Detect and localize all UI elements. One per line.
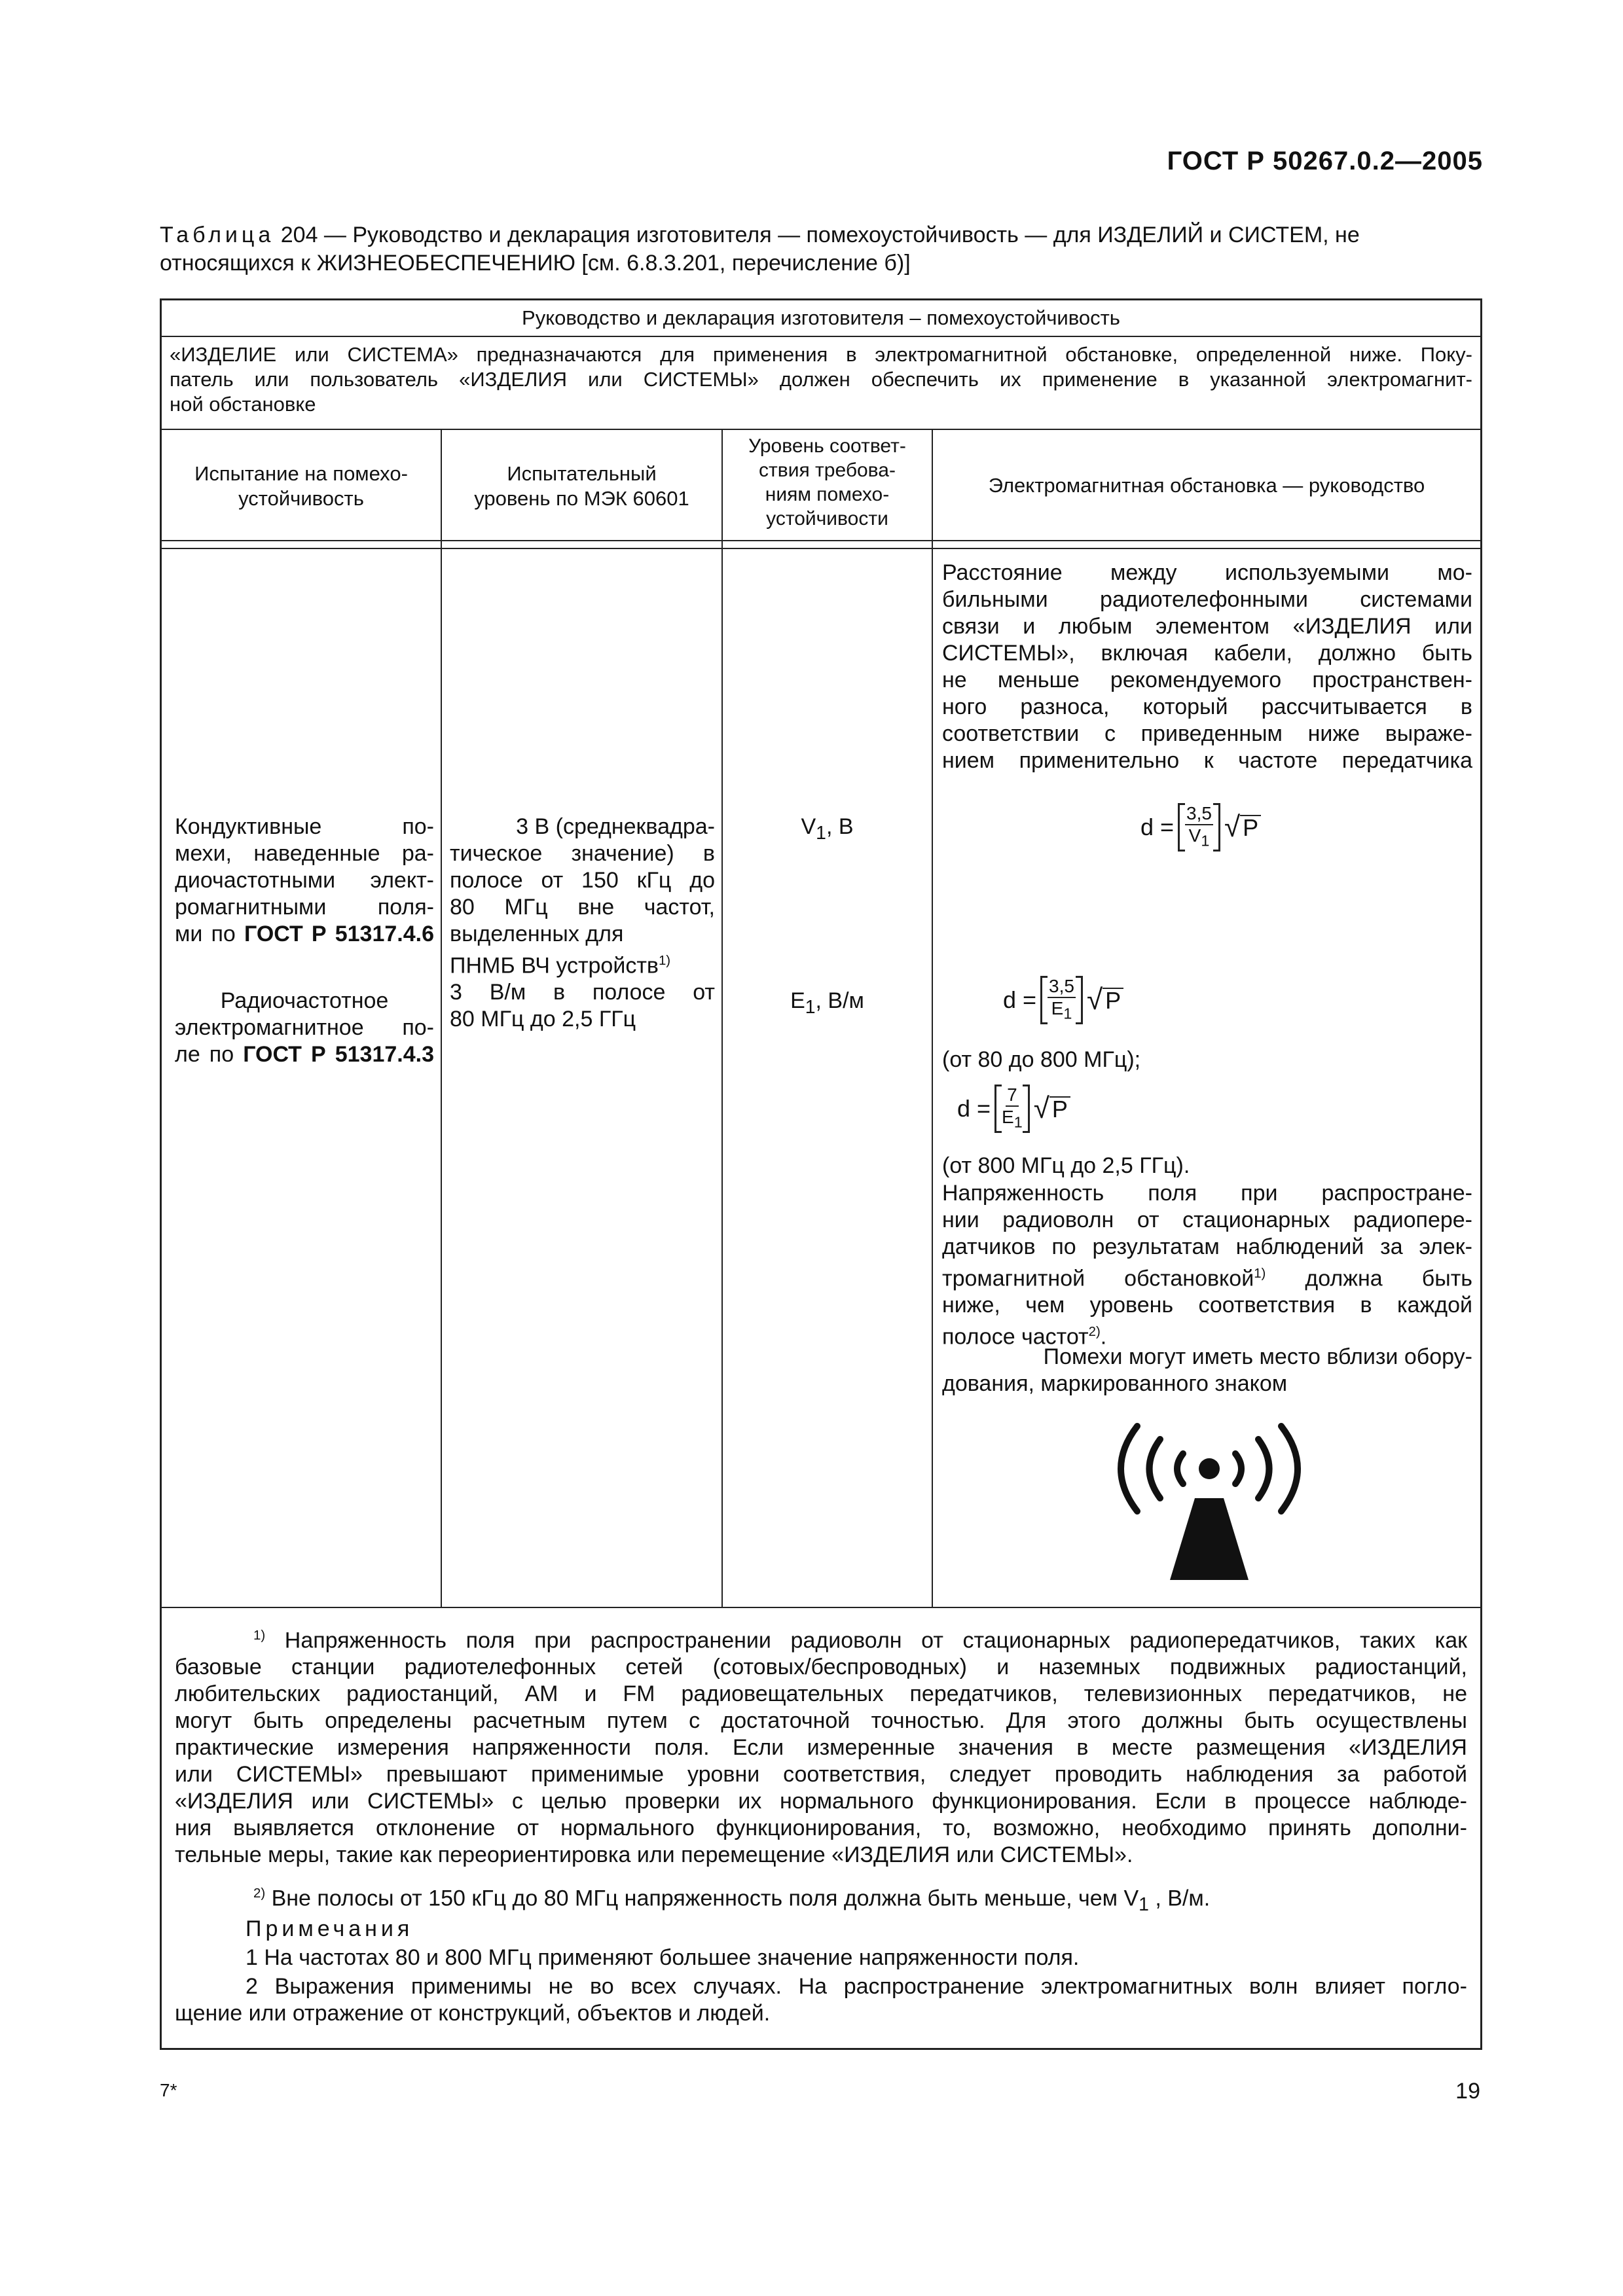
sqrt-sign: √ — [1224, 810, 1241, 843]
header-line: устойчивости — [766, 508, 888, 529]
text-fragment: тромагнитной обстановкой — [942, 1266, 1254, 1291]
intro-line: «ИЗДЕЛИЕ или СИСТЕМА» предназначаются для применения в электромагнитной обстановке, определенной ниже. Поку- — [170, 343, 1472, 366]
cell-line: бильными радиотелефонными системами — [942, 587, 1472, 612]
test-radiated — [175, 988, 434, 1068]
cell-line: мехи, наведенные ра- — [175, 841, 434, 866]
formula-sqrt — [1224, 810, 1261, 843]
text-fragment: ле по — [175, 1042, 244, 1067]
symbol: V — [1188, 825, 1201, 846]
unit: , В/м — [815, 988, 864, 1013]
subscript: 1 — [816, 822, 826, 844]
cell-line: любительских радиостанций, АМ и FM радиовещательных передатчиков, телевизионных передатчиков, не — [175, 1681, 1467, 1707]
cell-line: ния выявляется отклонение от нормального функционирования, то, возможно, необходимо принять дополни- — [175, 1816, 1467, 1841]
table-caption — [160, 221, 1482, 278]
cell-line: Напряженность поля при распростране- — [942, 1181, 1472, 1206]
cell-line: ниже, чем уровень соответствия в каждой — [942, 1293, 1472, 1318]
header-line: Электромагнитная обстановка — руководство — [988, 474, 1425, 497]
caption-prefix: Таблица — [160, 223, 275, 247]
footnote-mark: 1) — [253, 1628, 266, 1643]
cell-line — [175, 921, 434, 948]
header-line: уровень по МЭК 60601 — [474, 487, 689, 510]
column-header-test — [162, 461, 441, 511]
cell-line: 3 В/м в полосе от — [450, 980, 715, 1005]
intro-line: патель или пользователь «ИЗДЕЛИЯ или СИСТЕМЫ» должен обеспечить их применение в указанной электромагнит- — [170, 368, 1472, 391]
formula-bracket — [1040, 976, 1083, 1024]
col-divider — [441, 429, 442, 1607]
non-ionizing-radiation-icon — [1091, 1413, 1327, 1590]
header-line: Испытательный — [507, 462, 657, 485]
cell-line: ного разноса, который рассчитывается в — [942, 694, 1472, 719]
text-fragment: , В/м. — [1148, 1886, 1211, 1911]
cell-line: щение или отражение от конструкций, объектов и людей. — [175, 2001, 771, 2026]
sqrt-sign: √ — [1033, 1092, 1049, 1124]
formula-denominator — [1002, 1107, 1023, 1133]
formula-v1 — [1140, 803, 1261, 852]
subscript: 1 — [1201, 832, 1210, 850]
subscript: 1 — [1013, 1113, 1023, 1131]
row-divider — [162, 540, 1480, 541]
compliance-e1 — [723, 988, 932, 1021]
footnote-2 — [253, 1880, 1471, 1918]
cell-line: 2 Выражения применимы не во всех случаях. На распространение электромагнитных волн влияет погло- — [246, 1974, 1467, 1999]
header-line: устойчивость — [238, 487, 364, 510]
immunity-table — [160, 298, 1482, 2050]
notes-title: Примечания — [246, 1916, 414, 1941]
subscript: 1 — [805, 996, 816, 1018]
formula-bracket — [994, 1085, 1030, 1133]
footnote-1 — [175, 1623, 1467, 1869]
cell-line: тическое значение) в — [450, 841, 715, 866]
radicand: P — [1240, 815, 1261, 840]
text-fragment: ПНМБ ВЧ устройств — [450, 953, 659, 978]
cell-line: тельные меры, такие как переориентировка или перемещение «ИЗДЕЛИЯ или СИСТЕМЫ». — [175, 1842, 1133, 1868]
cell-line: выделенных для — [450, 922, 624, 946]
symbol: V — [801, 814, 816, 839]
cell-line — [450, 948, 715, 979]
text-fragment: ми по — [175, 922, 244, 946]
formula-e1-high — [957, 1085, 1070, 1133]
symbol: E — [1002, 1107, 1014, 1127]
footnote-mark: 2) — [253, 1886, 266, 1901]
cell-line: 80 МГц вне частот, — [450, 895, 715, 920]
cell-line — [942, 1261, 1472, 1292]
note-2 — [175, 1973, 1467, 2027]
cell-line: датчиков по результатам наблюдений за элек- — [942, 1234, 1472, 1259]
compliance-v1 — [723, 814, 932, 847]
row-divider — [162, 1607, 1480, 1608]
signature-mark: 7* — [160, 2080, 177, 2100]
cell-line: СИСТЕМЫ», включая кабели, должно быть — [942, 641, 1472, 666]
column-header-test-level — [442, 461, 721, 511]
text-fragment: Вне полосы от 150 кГц до 80 МГц напряженность поля должна быть меньше, чем V — [271, 1886, 1139, 1911]
cell-line — [175, 1041, 434, 1068]
row-divider — [162, 548, 1480, 549]
cell-line: соответствии с приведенным ниже выраже- — [942, 721, 1472, 746]
formula-range-low: (от 80 до 800 МГц); — [942, 1047, 1141, 1072]
cell-line — [175, 1623, 1467, 1654]
col-divider — [932, 429, 933, 1607]
column-header-compliance — [723, 434, 932, 531]
table-title: Руководство и декларация изготовителя – помехоустойчивость — [522, 306, 1120, 329]
column-header-guidance — [933, 473, 1480, 498]
cell-line: или СИСТЕМЫ» превышают применимые уровни соответствия, следует проводить наблюдения за работой — [175, 1762, 1467, 1787]
header-line: ниям помехо- — [765, 484, 890, 505]
table-intro — [170, 342, 1472, 417]
cell-line: Кондуктивные по- — [175, 814, 434, 839]
formula-lhs: d = — [957, 1094, 991, 1122]
formula-bracket — [1178, 803, 1220, 852]
subscript: 1 — [1139, 1894, 1149, 1916]
cell-line: связи и любым элементом «ИЗДЕЛИЯ или — [942, 614, 1472, 639]
cell-line: 3 В (среднеквадра- — [516, 814, 715, 839]
cell-line: дования, маркированного знаком — [942, 1371, 1288, 1396]
text-fragment: Напряженность поля при распространении радиоволн от стационарных радиопередатчиков, таких как — [284, 1628, 1468, 1653]
unit: , В — [826, 814, 854, 839]
row-divider — [162, 336, 1480, 337]
cell-line: «ИЗДЕЛИЯ или СИСТЕМЫ» с целью проверки их нормального функционирования. Если в процессе наблюде- — [175, 1789, 1467, 1814]
radicand: P — [1049, 1096, 1070, 1121]
guidance-para2 — [942, 1180, 1472, 1351]
cell-line: нии радиоволн от стационарных радиопере- — [942, 1208, 1472, 1232]
formula-numerator: 3,5 — [1185, 803, 1213, 825]
formula-sqrt — [1033, 1092, 1070, 1124]
standard-ref: ГОСТ Р 51317.4.6 — [244, 922, 434, 946]
cell-line: нием применительно к частоте передатчика — [942, 748, 1472, 773]
page-number: 19 — [1455, 2079, 1480, 2104]
caption-line2: относящихся к ЖИЗНЕОБЕСПЕЧЕНИЮ [см. 6.8.3.201, перечисление б)] — [160, 251, 911, 276]
cell-line: могут быть определены расчетным путем с достаточной точностью. Для этого должны быть осуществлены — [175, 1708, 1467, 1734]
cell-line: Помехи могут иметь место вблизи обору- — [1043, 1344, 1472, 1369]
formula-denominator — [1051, 998, 1072, 1024]
standard-ref: ГОСТ Р 51317.4.3 — [243, 1042, 434, 1067]
footnote-ref: 1) — [1254, 1266, 1266, 1281]
cell-line: базовые станции радиотелефонных сетей (сотовых/беспроводных) и наземных подвижных радиостанций, — [175, 1655, 1467, 1680]
radicand: P — [1103, 988, 1123, 1013]
sqrt-sign: √ — [1086, 983, 1103, 1016]
formula-lhs: d = — [1140, 813, 1175, 840]
text-fragment: полосе частот — [942, 1324, 1089, 1350]
footnote-ref: 1) — [658, 954, 671, 968]
formula-denominator — [1189, 825, 1210, 852]
formula-range-high: (от 800 МГц до 2,5 ГГц). — [942, 1153, 1190, 1178]
guidance-para3 — [942, 1344, 1472, 1397]
text-fragment: должна быть — [1266, 1266, 1472, 1291]
header-line: ствия требова- — [759, 459, 896, 481]
cell-line: диочастотными элект- — [175, 868, 434, 893]
cell-line: полосе от 150 кГц до — [450, 868, 715, 893]
formula-numerator: 7 — [1006, 1085, 1019, 1107]
cell-line: 80 МГц до 2,5 ГГц — [450, 1007, 636, 1032]
header-line: Уровень соответ- — [748, 435, 906, 457]
cell-line: ромагнитными поля- — [175, 895, 434, 920]
footnote-ref: 2) — [1088, 1325, 1101, 1340]
standard-designation: ГОСТ Р 50267.0.2—2005 — [1167, 147, 1483, 175]
formula-sqrt — [1086, 983, 1123, 1016]
test-level-text — [450, 814, 715, 1033]
test-conducted — [175, 814, 434, 948]
row-divider — [162, 429, 1480, 430]
note-1: 1 На частотах 80 и 800 МГц применяют большее значение напряженности поля. — [246, 1945, 1080, 1970]
text-fragment: . — [1100, 1324, 1107, 1350]
subscript: 1 — [1063, 1005, 1072, 1022]
formula-e1-low — [1003, 976, 1123, 1024]
cell-line: не меньше рекомендуемого пространствен- — [942, 668, 1472, 692]
header-line: Испытание на помехо- — [194, 462, 408, 485]
formula-numerator: 3,5 — [1048, 976, 1076, 998]
cell-line: Радиочастотное — [220, 988, 389, 1013]
formula-lhs: d = — [1003, 986, 1037, 1013]
guidance-para1 — [942, 560, 1472, 774]
cell-line: электромагнитное по- — [175, 1015, 434, 1040]
caption-line1: 204 — Руководство и декларация изготовителя — помехоустойчивость — для ИЗДЕЛИЙ и СИСТЕМ, не — [274, 223, 1360, 247]
intro-line: ной обстановке — [170, 393, 316, 416]
symbol: E — [1051, 998, 1064, 1018]
cell-line: Расстояние между используемыми мо- — [942, 560, 1472, 585]
symbol: E — [790, 988, 805, 1013]
cell-line: практические измерения напряженности поля. Если измеренные значения в месте размещения «ИЗДЕЛИЯ — [175, 1735, 1467, 1761]
